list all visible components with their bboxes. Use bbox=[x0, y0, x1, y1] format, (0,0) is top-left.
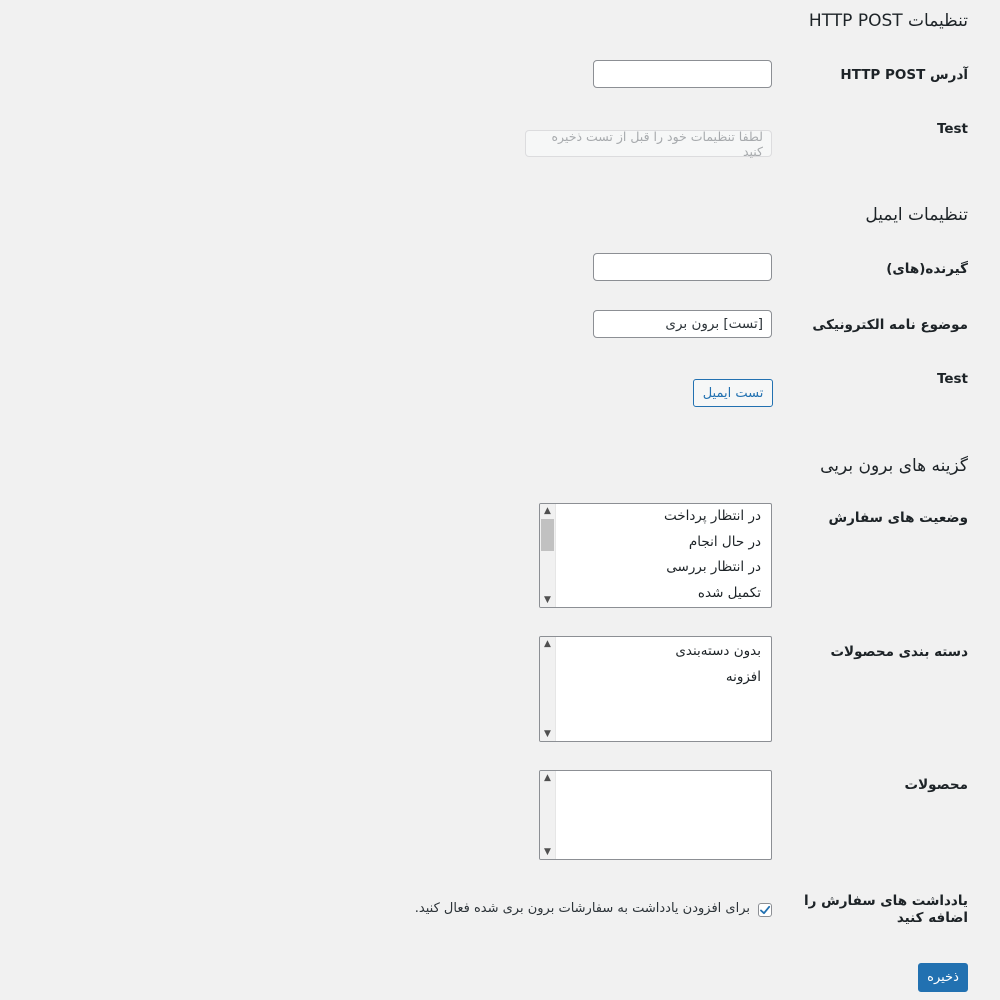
http-post-test-label: Test bbox=[936, 121, 968, 137]
category-option[interactable]: بدون دسته‌بندی bbox=[675, 643, 761, 659]
order-status-option[interactable]: در انتظار پرداخت bbox=[664, 508, 761, 524]
email-recipients-label: گیرنده(های) bbox=[886, 261, 968, 277]
order-status-label: وضعیت های سفارش bbox=[828, 510, 968, 526]
email-subject-input[interactable]: [تست] برون بری bbox=[593, 310, 772, 338]
order-notes-checkbox-description: برای افزودن یادداشت به سفارشات برون بری شده فعال کنید. bbox=[414, 901, 750, 916]
scroll-up-arrow-icon[interactable]: ▲ bbox=[544, 639, 551, 649]
order-status-listbox[interactable] bbox=[539, 503, 772, 608]
scroll-down-arrow-icon[interactable]: ▼ bbox=[544, 595, 551, 605]
scroll-up-arrow-icon[interactable]: ▲ bbox=[544, 773, 551, 783]
email-recipients-input[interactable] bbox=[593, 253, 772, 281]
product-categories-scrollbar[interactable] bbox=[540, 637, 556, 741]
save-button[interactable]: ذخیره bbox=[918, 963, 968, 992]
checkmark-icon bbox=[759, 904, 771, 916]
order-status-option[interactable]: در انتظار بررسی bbox=[666, 559, 761, 575]
order-notes-checkbox[interactable] bbox=[758, 903, 772, 917]
product-categories-listbox[interactable] bbox=[539, 636, 772, 742]
order-status-option[interactable]: تکمیل شده bbox=[697, 584, 761, 601]
http-post-url-input[interactable] bbox=[593, 60, 772, 88]
http-post-section-title: تنظیمات HTTP POST bbox=[808, 11, 968, 31]
order-status-option[interactable]: در حال انجام bbox=[688, 533, 761, 550]
product-categories-options bbox=[556, 639, 771, 690]
product-categories-label: دسته بندی محصولات bbox=[830, 644, 968, 660]
http-post-test-disabled-button: لطفا تنظیمات خود را قبل از تست ذخیره کنید bbox=[525, 130, 772, 157]
test-email-button[interactable]: تست ایمیل bbox=[693, 379, 773, 407]
scrollbar-thumb[interactable] bbox=[541, 519, 554, 551]
email-subject-label: موضوع نامه الکترونیکی bbox=[812, 317, 968, 333]
products-label: محصولات bbox=[904, 777, 968, 793]
products-scrollbar[interactable] bbox=[540, 771, 556, 859]
email-section-title: تنظیمات ایمیل bbox=[865, 205, 968, 225]
scroll-down-arrow-icon[interactable]: ▼ bbox=[544, 729, 551, 739]
order-notes-label: یادداشت های سفارش را اضافه کنید bbox=[804, 893, 968, 926]
export-options-section-title: گزینه های برون بریی bbox=[820, 456, 968, 476]
category-option[interactable]: افزونه bbox=[725, 668, 761, 685]
http-post-url-label: آدرس HTTP POST bbox=[840, 67, 968, 83]
order-status-options bbox=[556, 504, 771, 606]
email-test-label: Test bbox=[936, 371, 968, 387]
products-listbox[interactable] bbox=[539, 770, 772, 860]
scroll-down-arrow-icon[interactable]: ▼ bbox=[544, 847, 551, 857]
scroll-up-arrow-icon[interactable]: ▲ bbox=[544, 506, 551, 516]
order-status-scrollbar[interactable] bbox=[540, 504, 556, 607]
